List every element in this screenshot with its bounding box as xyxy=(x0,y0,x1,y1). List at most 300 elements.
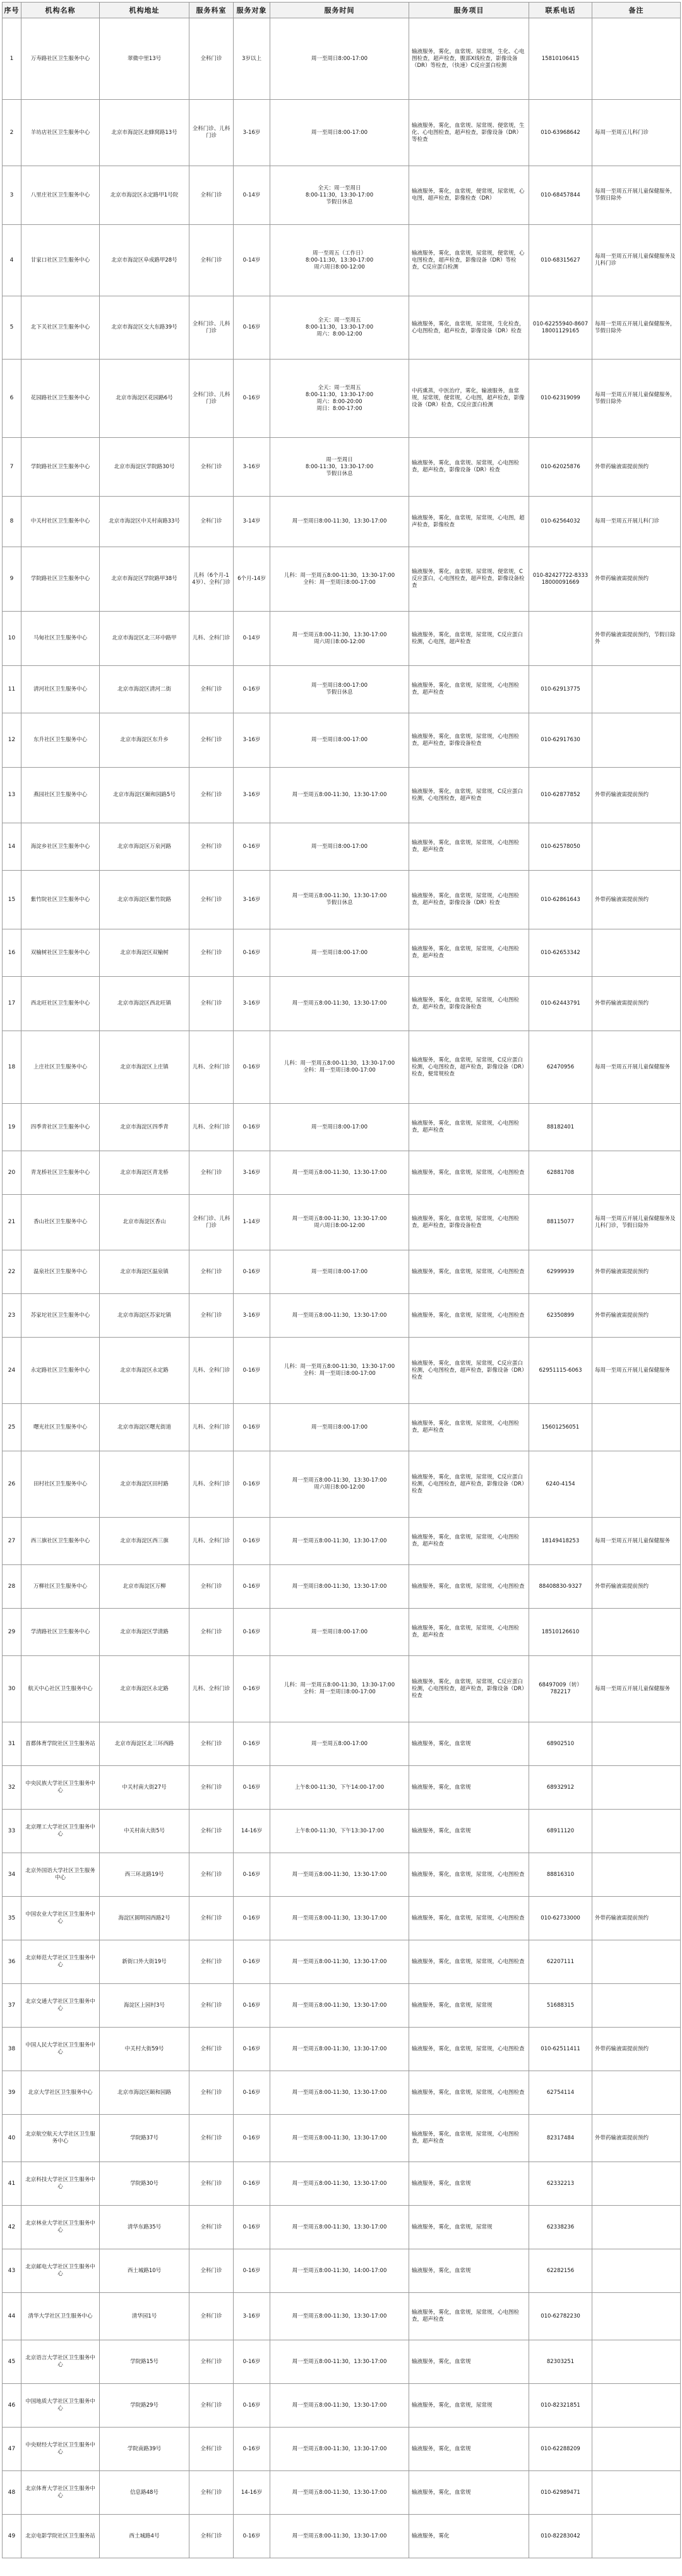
cell-address: 北京市海淀区永定路甲1号院 xyxy=(100,166,189,225)
cell-note xyxy=(592,2384,681,2428)
cell-dept: 儿科、全科门诊 xyxy=(189,1518,234,1565)
cell-no: 24 xyxy=(3,1338,21,1404)
cell-time: 周一至周五8:00-11:30，13:30-17:00 xyxy=(270,2115,409,2162)
cell-items: 输液服务，雾化，血常规，尿常规，生化检查，心电图检查，超声检查，影像设备（DR）检查 xyxy=(409,296,529,360)
cell-time: 周一至周日8:00-17:00 xyxy=(270,713,409,768)
cell-address: 北京市海淀区永定路 xyxy=(100,1656,189,1722)
cell-time: 周一至周五8:00-11:30，13:30-17:00 xyxy=(270,2293,409,2340)
cell-phone: 010-62578050 xyxy=(529,823,592,871)
cell-time: 周一至周五8:00-11:30，13:30-17:00 xyxy=(270,2384,409,2428)
cell-no: 17 xyxy=(3,977,21,1031)
cell-dept: 全科门诊 xyxy=(189,1250,234,1294)
cell-name: 紫竹院社区卫生服务中心 xyxy=(21,871,100,929)
cell-address: 北京市海淀区学院路30号 xyxy=(100,438,189,497)
cell-phone: 6240-4154 xyxy=(529,1451,592,1518)
cell-time: 周一至周日 8:00-11:30，13:30-17:00 节假日休息 xyxy=(270,438,409,497)
cell-items: 输液服务，雾化，血常规、尿常规、便常规，C反应蛋白，心电图检查，超声检查，影像设备检查 xyxy=(409,547,529,612)
cell-items: 输液服务，雾化，血常规，尿常规 xyxy=(409,1984,529,2028)
table-row xyxy=(3,1404,681,1451)
cell-phone: 010-62653342 xyxy=(529,929,592,977)
cell-items: 输液服务，雾化，血常规，便常规，尿常规，心电图，超声检查，影像检查（DR） xyxy=(409,166,529,225)
cell-note xyxy=(592,1766,681,1810)
cell-note: 外带药输液需提前预约 xyxy=(592,768,681,823)
cell-items: 输液服务，雾化，血常规、尿常规，生化、心电图检查，超声检查，腹部X线检查，影像设备（DR）等检查，（快速）C反应蛋白检测 xyxy=(409,18,529,100)
cell-name: 北京理工大学社区卫生服务中心 xyxy=(21,1810,100,1853)
cell-note xyxy=(592,713,681,768)
cell-note xyxy=(592,2071,681,2115)
cell-name: 曙光社区卫生服务中心 xyxy=(21,1404,100,1451)
cell-no: 43 xyxy=(3,2249,21,2293)
cell-note: 外带药输液需提前预约 xyxy=(592,977,681,1031)
table-row xyxy=(3,1338,681,1404)
cell-phone: 62470956 xyxy=(529,1031,592,1104)
cell-dept: 全科门诊 xyxy=(189,713,234,768)
cell-items: 输液服务，雾化，血常规，尿常规，心电图检查，超声检查 xyxy=(409,823,529,871)
cell-target: 0-16岁 xyxy=(234,296,270,360)
cell-phone: 68932912 xyxy=(529,1766,592,1810)
cell-name: 中国地质大学社区卫生服务中心 xyxy=(21,2384,100,2428)
cell-phone: 010-68457844 xyxy=(529,166,592,225)
cell-phone: 010-62733000 xyxy=(529,1897,592,1940)
cell-items: 输液服务，雾化，血常规，尿常规，心电图检查，超声检查 xyxy=(409,1609,529,1656)
cell-name: 香山社区卫生服务中心 xyxy=(21,1195,100,1250)
cell-target: 0-16岁 xyxy=(234,1565,270,1609)
cell-no: 30 xyxy=(3,1656,21,1722)
table-row xyxy=(3,713,681,768)
cell-time: 周一至周五8:00-11:30，13:30-17:00 xyxy=(270,2071,409,2115)
cell-dept: 全科门诊 xyxy=(189,1940,234,1984)
cell-time: 周一至周日8:00-11:30，13:30-17:00 xyxy=(270,497,409,547)
cell-name: 西三旗社区卫生服务中心 xyxy=(21,1518,100,1565)
cell-target: 0-16岁 xyxy=(234,1609,270,1656)
cell-target: 0-16岁 xyxy=(234,666,270,713)
cell-time: 周一至周日8:00-17:00 xyxy=(270,18,409,100)
cell-target: 0-16岁 xyxy=(234,2249,270,2293)
table-row xyxy=(3,1518,681,1565)
cell-address: 北京市海淀区田村路 xyxy=(100,1451,189,1518)
cell-phone xyxy=(529,612,592,666)
cell-time: 周一至周五8:00-11:30，13:30-17:00 xyxy=(270,1897,409,1940)
cell-phone: 010-82283042 xyxy=(529,2515,592,2558)
cell-name: 北京师范大学社区卫生服务中心 xyxy=(21,1940,100,1984)
cell-address: 北京市海淀区温泉镇 xyxy=(100,1250,189,1294)
cell-phone: 010-62443791 xyxy=(529,977,592,1031)
cell-address: 信息路48号 xyxy=(100,2471,189,2515)
cell-items: 输液服务，雾化，血常规、尿常规，心电图检查，超声检查，影像设备（DR）检查 xyxy=(409,438,529,497)
cell-name: 万寿路社区卫生服务中心 xyxy=(21,18,100,100)
cell-items: 输液服务，雾化，血常规 xyxy=(409,2428,529,2471)
cell-phone: 62332213 xyxy=(529,2162,592,2206)
cell-time: 周一至周五8:00-11:30，13:30-17:00 周六周日8:00-12:00 xyxy=(270,612,409,666)
cell-no: 26 xyxy=(3,1451,21,1518)
cell-note: 外带药输液需提前预约 xyxy=(592,1565,681,1609)
cell-address: 海淀区圆明园西路2号 xyxy=(100,1897,189,1940)
cell-items: 输液服务，雾化，血常规，尿常规，心电图检查 xyxy=(409,1151,529,1195)
cell-target: 0-16岁 xyxy=(234,2206,270,2249)
cell-no: 31 xyxy=(3,1722,21,1766)
cell-time: 儿科：周一至周五8:00-11:30，13:30-17:00 全科：周一至周日8:00-17:00 xyxy=(270,1656,409,1722)
table-row xyxy=(3,1810,681,1853)
table-row xyxy=(3,2293,681,2340)
cell-items: 输液服务，雾化，血常规 xyxy=(409,2471,529,2515)
cell-name: 学清路社区卫生服务中心 xyxy=(21,1609,100,1656)
cell-note xyxy=(592,1810,681,1853)
cell-name: 苏家坨社区卫生服务中心 xyxy=(21,1294,100,1338)
cell-address: 清华东路35号 xyxy=(100,2206,189,2249)
cell-items: 输液服务，雾化，血常规，尿常规，心电图检查，超声检查，影像设备检查 xyxy=(409,713,529,768)
cell-phone: 010-62511411 xyxy=(529,2028,592,2071)
cell-target: 3-16岁 xyxy=(234,2293,270,2340)
table-row xyxy=(3,497,681,547)
cell-items: 输液服务，雾化 xyxy=(409,2515,529,2558)
cell-items: 输液服务，雾化，血常规，尿常规，心电图检查 xyxy=(409,2071,529,2115)
col-header-name: 机构名称 xyxy=(21,3,100,18)
cell-note: 每周一至周五开展儿童保健服务及儿科门诊，节假日除外 xyxy=(592,1195,681,1250)
cell-note xyxy=(592,2162,681,2206)
cell-phone: 88115077 xyxy=(529,1195,592,1250)
cell-items: 输液服务，雾化，血常规，尿常规，心电图检查，超声检查 xyxy=(409,2293,529,2340)
cell-phone: 51688315 xyxy=(529,1984,592,2028)
cell-items: 中药熏蒸，中医治疗，雾化，输液服务，血常规，尿常规，便常规，心电图，超声检查，影像设备（DR）检查，C反应蛋白检测 xyxy=(409,360,529,438)
cell-dept: 全科门诊 xyxy=(189,2206,234,2249)
cell-items: 输液服务，雾化，血常规，尿常规，心电图检查 xyxy=(409,1853,529,1897)
cell-phone: 010-62025876 xyxy=(529,438,592,497)
cell-target: 0-16岁 xyxy=(234,1656,270,1722)
cell-address: 北京市海淀区万柳 xyxy=(100,1565,189,1609)
table-row xyxy=(3,2162,681,2206)
cell-note: 每周一至周五开展儿童保健服务，节假日除外 xyxy=(592,360,681,438)
cell-dept: 全科门诊 xyxy=(189,1853,234,1897)
cell-time: 儿科：周一至周五8:00-11:30，13:30-17:00 全科：周一至周日8:00-17:00 xyxy=(270,547,409,612)
cell-note xyxy=(592,2340,681,2384)
cell-phone: 88182401 xyxy=(529,1104,592,1151)
cell-note xyxy=(592,929,681,977)
cell-target: 0-14岁 xyxy=(234,166,270,225)
cell-dept: 全科门诊 xyxy=(189,2071,234,2115)
cell-dept: 全科门诊 xyxy=(189,929,234,977)
cell-name: 中国人民大学社区卫生服务中心 xyxy=(21,2028,100,2071)
cell-address: 西三环北路19号 xyxy=(100,1853,189,1897)
cell-address: 北京市海淀区学清路 xyxy=(100,1609,189,1656)
cell-time: 周一至周五8:00-11:30，13:30-17:00 节假日休息 xyxy=(270,871,409,929)
cell-note xyxy=(592,2428,681,2471)
cell-note xyxy=(592,2471,681,2515)
cell-address: 西土城路10号 xyxy=(100,2249,189,2293)
cell-items: 输液服务，雾化，血常规 xyxy=(409,2162,529,2206)
table-body xyxy=(3,18,681,2558)
cell-phone: 62999939 xyxy=(529,1250,592,1294)
cell-no: 46 xyxy=(3,2384,21,2428)
table-row xyxy=(3,1984,681,2028)
cell-note xyxy=(592,1104,681,1151)
cell-target: 3-16岁 xyxy=(234,1294,270,1338)
cell-address: 北京市海淀区颐和园路 xyxy=(100,2071,189,2115)
cell-items: 输液服务，雾化，血常规，尿常规，心电图检查，超声检查，影像设备检查 xyxy=(409,977,529,1031)
cell-target: 3-14岁 xyxy=(234,497,270,547)
col-header-address: 机构地址 xyxy=(100,3,189,18)
cell-note: 外带药输液需提前预约 xyxy=(592,2028,681,2071)
cell-target: 0-16岁 xyxy=(234,1451,270,1518)
cell-items: 输液服务，雾化，血常规，尿常规，C反应蛋白检测，心电图检查，超声检查，影像设备（DR）检查 xyxy=(409,1656,529,1722)
cell-no: 15 xyxy=(3,871,21,929)
cell-note: 每周一至周五开展儿童保健服务及儿科门诊 xyxy=(592,225,681,296)
cell-dept: 全科门诊 xyxy=(189,2515,234,2558)
cell-no: 32 xyxy=(3,1766,21,1810)
cell-address: 北京市海淀区西北旺镇 xyxy=(100,977,189,1031)
cell-time: 周一至周五8:00-11:30，13:30-17:00 xyxy=(270,1294,409,1338)
cell-phone: 010-82427722-8333 18000091669 xyxy=(529,547,592,612)
cell-target: 3-16岁 xyxy=(234,977,270,1031)
table-row xyxy=(3,547,681,612)
cell-address: 北京市海淀区曙光街道 xyxy=(100,1404,189,1451)
cell-address: 北京市海淀区颐和园路5号 xyxy=(100,768,189,823)
cell-items: 输液服务，雾化，血常规 xyxy=(409,2249,529,2293)
cell-dept: 儿科（6个月-14岁）、全科门诊 xyxy=(189,547,234,612)
cell-dept: 全科门诊 xyxy=(189,497,234,547)
cell-items: 输液服务，雾化，血常规，尿常规，心电图检查 xyxy=(409,1940,529,1984)
cell-note xyxy=(592,1451,681,1518)
cell-no: 29 xyxy=(3,1609,21,1656)
cell-items: 输液服务，雾化，血常规，尿常规，心电图检查，超声检查，影像设备（DR）检查 xyxy=(409,871,529,929)
cell-address: 北京市海淀区青龙桥 xyxy=(100,1151,189,1195)
cell-address: 北京市海淀区阜成路甲28号 xyxy=(100,225,189,296)
cell-dept: 全科门诊、儿科门诊 xyxy=(189,296,234,360)
col-header-note: 备注 xyxy=(592,3,681,18)
cell-dept: 儿科、全科门诊 xyxy=(189,1404,234,1451)
table-row xyxy=(3,612,681,666)
cell-name: 花园路社区卫生服务中心 xyxy=(21,360,100,438)
table-row xyxy=(3,2340,681,2384)
cell-note xyxy=(592,2515,681,2558)
cell-target: 0-16岁 xyxy=(234,1031,270,1104)
cell-name: 温泉社区卫生服务中心 xyxy=(21,1250,100,1294)
cell-time: 周一至周五8:00-11:30，13:30-17:00 xyxy=(270,2162,409,2206)
cell-name: 学院路社区卫生服务中心 xyxy=(21,438,100,497)
cell-name: 燕园社区卫生服务中心 xyxy=(21,768,100,823)
cell-name: 清河社区卫生服务中心 xyxy=(21,666,100,713)
cell-address: 北京市海淀区花园路6号 xyxy=(100,360,189,438)
cell-name: 西北旺社区卫生服务中心 xyxy=(21,977,100,1031)
cell-time: 全天：周一至周五 8:00-11:30，13:30-17:00 周六：8:00-12:00 xyxy=(270,296,409,360)
cell-no: 21 xyxy=(3,1195,21,1250)
table-row xyxy=(3,1565,681,1609)
cell-no: 49 xyxy=(3,2515,21,2558)
cell-note xyxy=(592,1940,681,1984)
cell-time: 周一至周五8:00-11:30，13:30-17:00 xyxy=(270,1984,409,2028)
cell-name: 羊坊店社区卫生服务中心 xyxy=(21,100,100,166)
cell-target: 0-14岁 xyxy=(234,612,270,666)
cell-items: 输液服务，雾化，血常规，尿常规，心电图检查 xyxy=(409,1897,529,1940)
cell-no: 38 xyxy=(3,2028,21,2071)
cell-items: 输液服务，雾化，血常规，尿常规，心电图检查，超声检查 xyxy=(409,1518,529,1565)
cell-target: 14-16岁 xyxy=(234,2471,270,2515)
cell-time: 周一至周五8:00-11:30，13:30-17:00 xyxy=(270,1940,409,1984)
cell-name: 北京航空航天大学社区卫生服务中心 xyxy=(21,2115,100,2162)
cell-no: 48 xyxy=(3,2471,21,2515)
cell-time: 周一至周日8:00-17:00 节假日休息 xyxy=(270,666,409,713)
cell-time: 全天：周一至周日 8:00-11:30，13:30-17:00 节假日休息 xyxy=(270,166,409,225)
cell-name: 北京大学社区卫生服务中心 xyxy=(21,2071,100,2115)
cell-target: 0-16岁 xyxy=(234,2028,270,2071)
cell-name: 永定路社区卫生服务中心 xyxy=(21,1338,100,1404)
cell-no: 18 xyxy=(3,1031,21,1104)
cell-no: 13 xyxy=(3,768,21,823)
table-wrapper xyxy=(2,2,680,2558)
cell-phone: 88816310 xyxy=(529,1853,592,1897)
cell-no: 44 xyxy=(3,2293,21,2340)
cell-address: 北京市海淀区北三环西路 xyxy=(100,1722,189,1766)
cell-phone: 62754114 xyxy=(529,2071,592,2115)
table-row xyxy=(3,2115,681,2162)
cell-target: 0-16岁 xyxy=(234,1338,270,1404)
cell-items: 输液服务，雾化，血常规，尿常规，心电图检查 xyxy=(409,1250,529,1294)
cell-phone: 010-62917630 xyxy=(529,713,592,768)
table-row xyxy=(3,166,681,225)
cell-target: 3-16岁 xyxy=(234,713,270,768)
cell-target: 6个月-14岁 xyxy=(234,547,270,612)
cell-no: 34 xyxy=(3,1853,21,1897)
cell-note: 每周一至周五开展儿童保健服务 xyxy=(592,1518,681,1565)
cell-note: 每周一至周五开展儿童保健服务，节假日除外 xyxy=(592,166,681,225)
cell-dept: 全科门诊 xyxy=(189,1151,234,1195)
table-row xyxy=(3,18,681,100)
cell-dept: 儿科、全科门诊 xyxy=(189,1338,234,1404)
cell-target: 14-16岁 xyxy=(234,1810,270,1853)
cell-phone: 82303251 xyxy=(529,2340,592,2384)
table-row xyxy=(3,871,681,929)
cell-time: 周一至周日8:00-11:30，13:30-17:00 xyxy=(270,1565,409,1609)
cell-address: 中关村南大街5号 xyxy=(100,1810,189,1853)
cell-name: 中国农业大学社区卫生服务中心 xyxy=(21,1897,100,1940)
cell-address: 学院路37号 xyxy=(100,2115,189,2162)
cell-target: 0-16岁 xyxy=(234,1518,270,1565)
cell-dept: 全科门诊 xyxy=(189,977,234,1031)
cell-address: 北京市海淀区东升乡 xyxy=(100,713,189,768)
cell-name: 首都体育学院社区卫生服务站 xyxy=(21,1722,100,1766)
cell-address: 西土城路4号 xyxy=(100,2515,189,2558)
cell-dept: 全科门诊 xyxy=(189,1897,234,1940)
table-row xyxy=(3,100,681,166)
cell-no: 47 xyxy=(3,2428,21,2471)
cell-items: 输液服务，雾化，血常规、尿常规、便常规，生化、心电图检查，超声检查，影像设备（DR）等检查 xyxy=(409,100,529,166)
cell-target: 0-16岁 xyxy=(234,2515,270,2558)
cell-phone: 62207111 xyxy=(529,1940,592,1984)
cell-time: 周一至周五（工作日） 8:00-11:30，13:30-17:00 周六周日8:00-12:00 xyxy=(270,225,409,296)
cell-phone: 82317484 xyxy=(529,2115,592,2162)
cell-note: 外带药输液需提前预约 xyxy=(592,2115,681,2162)
cell-target: 0-16岁 xyxy=(234,1104,270,1151)
cell-address: 北京市海淀区清河二街 xyxy=(100,666,189,713)
cell-time: 周一至周五8:00-11:30，13:30-17:00 xyxy=(270,2028,409,2071)
cell-note: 每周一至周五开展儿童保健服务 xyxy=(592,1031,681,1104)
cell-dept: 全科门诊 xyxy=(189,166,234,225)
cell-note: 外带药输液需提前预约 xyxy=(592,438,681,497)
cell-target: 0-16岁 xyxy=(234,2162,270,2206)
cell-address: 北京市海淀区苏家坨镇 xyxy=(100,1294,189,1338)
cell-target: 0-16岁 xyxy=(234,2384,270,2428)
cell-time: 周一至周五8:00-11:30，13:30-17:00 周六周日8:00-12:00 xyxy=(270,1195,409,1250)
cell-items: 输液服务，雾化，血常规，尿常规，心电图检查 xyxy=(409,1565,529,1609)
cell-name: 八里庄社区卫生服务中心 xyxy=(21,166,100,225)
cell-target: 3-16岁 xyxy=(234,871,270,929)
cell-dept: 全科门诊 xyxy=(189,225,234,296)
cell-dept: 全科门诊 xyxy=(189,2249,234,2293)
cell-dept: 全科门诊 xyxy=(189,2340,234,2384)
cell-name: 北京语言大学社区卫生服务中心 xyxy=(21,2340,100,2384)
cell-no: 11 xyxy=(3,666,21,713)
table-row xyxy=(3,1897,681,1940)
cell-name: 四季青社区卫生服务中心 xyxy=(21,1104,100,1151)
cell-time: 周一至周日8:00-17:00 xyxy=(270,100,409,166)
cell-address: 清华园1号 xyxy=(100,2293,189,2340)
cell-note xyxy=(592,18,681,100)
cell-dept: 全科门诊 xyxy=(189,2162,234,2206)
cell-address: 北京市海淀区上庄镇 xyxy=(100,1031,189,1104)
cell-dept: 全科门诊 xyxy=(189,666,234,713)
cell-time: 儿科：周一至周五8:00-11:30，13:30-17:00 全科：周一至周日8:00-17:00 xyxy=(270,1031,409,1104)
cell-no: 10 xyxy=(3,612,21,666)
cell-phone: 010-68315627 xyxy=(529,225,592,296)
cell-no: 36 xyxy=(3,1940,21,1984)
cell-phone: 010-62989471 xyxy=(529,2471,592,2515)
cell-note xyxy=(592,1609,681,1656)
cell-no: 40 xyxy=(3,2115,21,2162)
cell-items: 输液服务，雾化，血常规，尿常规 xyxy=(409,2384,529,2428)
cell-dept: 全科门诊、儿科门诊 xyxy=(189,1195,234,1250)
cell-time: 周一至周日8:00-17:00 xyxy=(270,1609,409,1656)
cell-time: 周一至周五8:00-11:30，13:30-17:00 xyxy=(270,2340,409,2384)
cell-no: 23 xyxy=(3,1294,21,1338)
cell-no: 27 xyxy=(3,1518,21,1565)
cell-items: 输液服务，雾化，血常规，尿常规 xyxy=(409,2206,529,2249)
cell-address: 海淀区上园村3号 xyxy=(100,1984,189,2028)
cell-name: 中央民族大学社区卫生服务中心 xyxy=(21,1766,100,1810)
cell-no: 45 xyxy=(3,2340,21,2384)
cell-phone: 68497009（转） 782217 xyxy=(529,1656,592,1722)
cell-note xyxy=(592,666,681,713)
cell-dept: 全科门诊 xyxy=(189,2028,234,2071)
cell-items: 输液服务，雾化，血常规，尿常规，心电图检查，超声检查 xyxy=(409,1404,529,1451)
table-row xyxy=(3,438,681,497)
table-row xyxy=(3,977,681,1031)
table-row xyxy=(3,1294,681,1338)
cell-no: 8 xyxy=(3,497,21,547)
cell-phone: 010-62877852 xyxy=(529,768,592,823)
cell-dept: 全科门诊 xyxy=(189,1609,234,1656)
cell-items: 输液服务，雾化，血常规，尿常规，心电图，超声检查，影像检查 xyxy=(409,497,529,547)
cell-phone: 15601256051 xyxy=(529,1404,592,1451)
cell-name: 东升社区卫生服务中心 xyxy=(21,713,100,768)
col-header-phone: 联系电话 xyxy=(529,3,592,18)
table-row xyxy=(3,2384,681,2428)
cell-name: 北京电影学院社区卫生服务站 xyxy=(21,2515,100,2558)
cell-name: 双榆树社区卫生服务中心 xyxy=(21,929,100,977)
cell-phone: 62951115-6063 xyxy=(529,1338,592,1404)
cell-dept: 全科门诊 xyxy=(189,1722,234,1766)
cell-dept: 全科门诊 xyxy=(189,18,234,100)
cell-dept: 全科门诊 xyxy=(189,823,234,871)
col-header-no: 序号 xyxy=(3,3,21,18)
cell-target: 0-16岁 xyxy=(234,360,270,438)
cell-phone: 18149418253 xyxy=(529,1518,592,1565)
cell-target: 3-16岁 xyxy=(234,768,270,823)
cell-items: 输液服务，雾化，血常规，尿常规，心电图检查 xyxy=(409,1294,529,1338)
cell-dept: 全科门诊 xyxy=(189,1565,234,1609)
cell-phone: 010-63968642 xyxy=(529,100,592,166)
cell-no: 28 xyxy=(3,1565,21,1609)
cell-phone: 010-62861643 xyxy=(529,871,592,929)
cell-dept: 儿科、全科门诊 xyxy=(189,1451,234,1518)
